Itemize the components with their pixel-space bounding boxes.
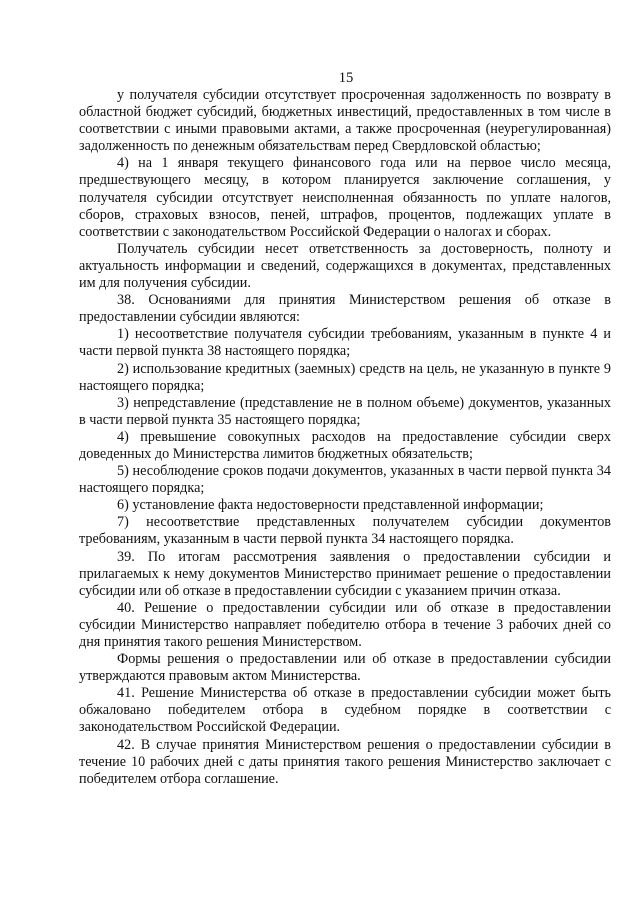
paragraph-refusal-ground-1: 1) несоответствие получателя субсидии требованиям, указанным в пункте 4 и части первой пункта 38 настоящего порядка; bbox=[79, 326, 611, 360]
document-body bbox=[79, 87, 611, 788]
page-number: 15 bbox=[338, 70, 354, 86]
paragraph-refusal-ground-6: 6) установление факта недостоверности представленной информации; bbox=[117, 497, 544, 514]
paragraph-clause-40: 40. Решение о предоставлении субсидии или об отказе в предоставлении субсидии Министерство направляет победителю отбора в течение 3 рабочих дней со дня принятия такого решения Министерством. bbox=[79, 599, 611, 650]
paragraph-refusal-ground-4: 4) превышение совокупных расходов на предоставление субсидии сверх доведенных до Министерства лимитов бюджетных обязательств; bbox=[79, 428, 611, 462]
paragraph-clause-38: 38. Основаниями для принятия Министерством решения об отказе в предоставлении субсидии являются: bbox=[79, 292, 611, 326]
paragraph-responsibility: Получатель субсидии несет ответственность за достоверность, полноту и актуальность информации и сведений, содержащихся в документах, представленных им для получения субсидии. bbox=[79, 240, 611, 292]
paragraph-clause-41: 41. Решение Министерства об отказе в предоставлении субсидии может быть обжаловано победителем отбора в судебном порядке в соответствии с законодательством Российской Федерации. bbox=[79, 685, 611, 736]
paragraph-refusal-ground-5: 5) несоблюдение сроков подачи документов, указанных в части первой пункта 34 настоящего порядка; bbox=[79, 463, 611, 497]
paragraph-debt-condition: у получателя субсидии отсутствует просроченная задолженность по возврату в областной бюджет субсидий, бюджетных инвестиций, предоставленных в том числе в соответствии с иными правовыми актами, а также просроченная (неурегулированная) задолженность по денежным обязательствам перед Свердловской областью; bbox=[79, 87, 611, 155]
paragraph-refusal-ground-3: 3) непредставление (представление не в полном объеме) документов, указанных в части первой пункта 35 настоящего порядка; bbox=[79, 394, 611, 428]
paragraph-clause-39: 39. По итогам рассмотрения заявления о предоставлении субсидии и прилагаемых к нему документов Министерство принимает решение о предоставлении субсидии или об отказе в предоставлении субсидии с указанием причин отказа. bbox=[79, 548, 611, 599]
paragraph-refusal-ground-2: 2) использование кредитных (заемных) средств на цель, не указанную в пункте 9 настоящего порядка; bbox=[79, 360, 611, 394]
paragraph-decision-forms: Формы решения о предоставлении или об отказе в предоставлении субсидии утверждаются правовым актом Министерства. bbox=[79, 651, 611, 685]
paragraph-item-4-taxes: 4) на 1 января текущего финансового года или на первое число месяца, предшествующего месяцу, в котором планируется заключение соглашения, у получателя субсидии отсутствует неисполненная обязанность по уплате налогов, сборов, страховых взносов, пеней, штрафов, процентов, подлежащих уплате в соответствии с законодательством Российской Федерации о налогах и сборах. bbox=[79, 155, 611, 240]
paragraph-refusal-ground-7: 7) несоответствие представленных получателем субсидии документов требованиям, указанным в части первой пункта 34 настоящего порядка. bbox=[79, 514, 611, 548]
paragraph-clause-42: 42. В случае принятия Министерством решения о предоставлении субсидии в течение 10 рабочих дней с даты принятия такого решения Министерство заключает с победителем отбора соглашение. bbox=[79, 736, 611, 787]
